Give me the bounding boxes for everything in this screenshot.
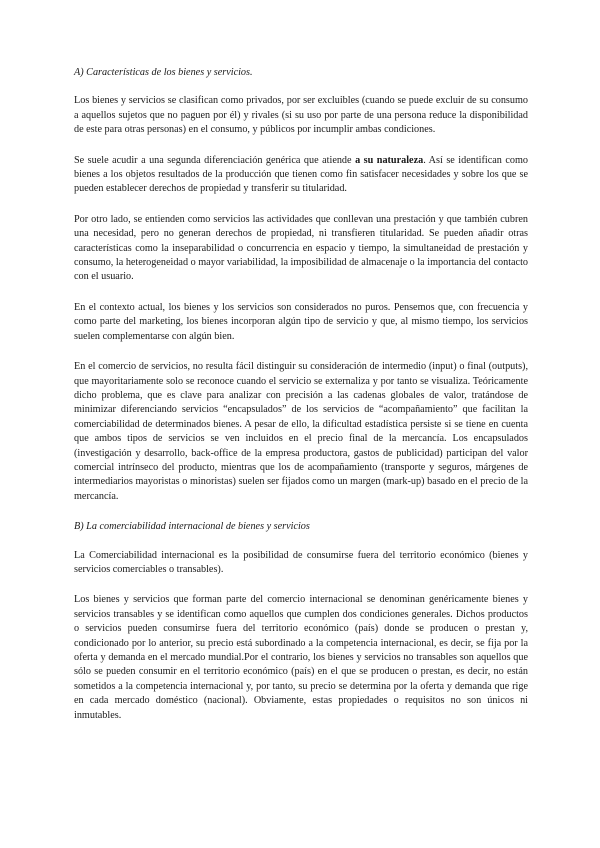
paragraph-2-bold-term: a su naturaleza <box>355 154 424 166</box>
section-b-heading: B) La comerciabilidad internacional de bienes y servicios <box>74 521 310 533</box>
section-a-paragraph-4: En el contexto actual, los bienes y los servicios son considerados no puros. Pensemos que, con frecuencia y como parte del marketing, los bienes incorporan algún tipo de servicio y que, al mismo tiempo, los servicios suelen complementarse con algún bien. <box>74 301 528 342</box>
paragraph-2-text-start: Se suele acudir a una segunda diferenciación genérica que atiende <box>74 154 356 166</box>
section-a-paragraph-2 <box>74 154 528 197</box>
section-b-paragraph-2: Los bienes y servicios que forman parte del comercio internacional se denominan genéricamente bienes y servicios transables y se identifican como aquellos que cumplen dos condiciones generales. Dichos productos o servicios pueden consumirse fuera del territorio económico (país) donde se producen o prestan y, condicionado por lo anterior, su precio está subordinado a la competencia internacional, es decir, se fija por la oferta y demanda en el mercado mundial.Por el contrario, los bienes y servicios no transables son aquellos que sólo se pueden consumir en el territorio económico (país) en el que se producen o prestan, es decir, no están sometidos a la competencia internacional y, por tanto, su precio se determina por la oferta y demanda que rige en cada mercado doméstico (nacional). Obviamente, estas propiedades o requisitos no son únicos ni inmutables. <box>74 594 528 721</box>
section-b-paragraph-1: La Comerciabilidad internacional es la posibilidad de consumirse fuera del territorio económico (bienes y servicios comerciables o transables). <box>74 549 528 575</box>
section-a-paragraph-1: Los bienes y servicios se clasifican como privados, por ser excluibles (cuando se puede excluir de su consumo a aquellos sujetos que no paguen por él) y rivales (si su uso por parte de una persona reduce la disponibilidad de este para otras personas) en el consumo, y públicos por incumplir ambas condiciones. <box>74 95 528 136</box>
paragraph-2-text-end: . Así se identifican como bienes a los objetos resultados de la producción que tienen como fin satisfacer necesidades y sobre los que se pueden establecer derechos de propiedad y transferir su titularidad. <box>74 154 528 195</box>
document-page <box>74 66 528 723</box>
section-a-paragraph-3: Por otro lado, se entienden como servicios las actividades que conllevan una prestación y que también cubren una necesidad, pero no generan derechos de propiedad, ni transfieren titularidad. Se pueden añadir otras características como la inseparabilidad o concurrencia en espacio y tiempo, la simultaneidad de prestación y consumo, la heterogeneidad o mayor variabilidad, la imposibilidad de almacenaje o la importancia del contacto con el usuario. <box>74 213 528 283</box>
section-a-paragraph-5: En el comercio de servicios, no resulta fácil distinguir su consideración de intermedio (input) o final (outputs), que mayoritariamente solo se reconoce cuando el servicio se externaliza y por tanto se visualiza. Teóricamente dicho problema, que es clave para analizar con precisión a las cadenas globales de valor, tratándose de minimizar diferenciando servicios “encapsulados” de los servicios de “acompañamiento” que facilitan la comerciabilidad de determinados bienes. A pesar de ello, la dificultad estadística persiste si se tiene en cuenta que ambos tipos de servicios se ven incluidos en el precio final de la mercancía. Los encapsulados (investigación y desarrollo, back-office de la empresa productora, gastos de publicidad) participan del valor comercial intrínseco del producto, mientras que los de acompañamiento (transporte y seguros, márgenes de intermediarios mayoristas o minoristas) suelen ser fijados como un margen (mark-up) basado en el precio de la mercancía. <box>74 361 528 502</box>
section-a-heading: A) Características de los bienes y servicios. <box>74 67 253 78</box>
